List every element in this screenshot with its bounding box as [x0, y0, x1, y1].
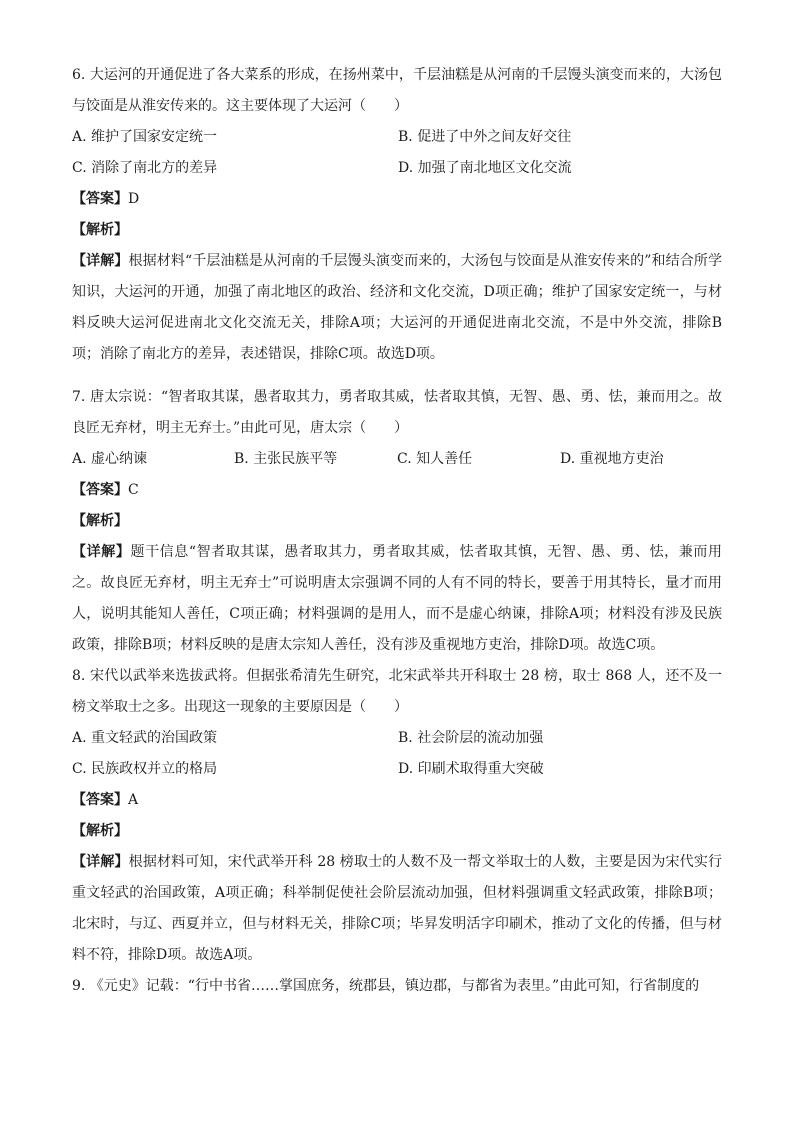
- answer-value: D: [128, 191, 140, 207]
- question-7: [72, 382, 722, 661]
- detail-tag: 【详解】: [72, 253, 129, 269]
- option-d: D. 加强了南北地区文化交流: [398, 160, 572, 176]
- question-stem: 8. 宋代以武举来选拔武将。但据张希清先生研究，北宋武举共开科取士 28 榜，取士 868 人，还不及一榜文举取士之多。出现这一现象的主要原因是（ ）: [72, 668, 722, 715]
- detail-paragraph: [72, 537, 722, 661]
- question-6: [72, 60, 722, 370]
- option-a: A. 虚心纳谏: [72, 451, 148, 467]
- detail-text: 根据材料“千层油糕是从河南的千层馒头演变而来的，大汤包与饺面是从淮安传来的”和结合所学知识，大运河的开通，加强了南北地区的政治、经济和文化交流，D项正确；维护了国家安定统一，与材料反映大运河促进南北文化交流无关，排除A项；大运河的开通促进南北交流，不是中外交流，排除B项；消除了南北方的差异，表述错误，排除C项。故选D项。: [72, 253, 723, 362]
- option-c: C. 知人善任: [397, 451, 473, 467]
- detail-text: 题干信息“智者取其谋，愚者取其力，勇者取其威，怯者取其慎，无智、愚、勇、怯，兼而用之。故良匠无弃材，明主无弃士”可说明唐太宗强调不同的人有不同的特长，要善于用其特长，量才而用人，说明其能知人善任，C项正确；材料强调的是用人，而不是虚心纳谏，排除A项；材料没有涉及民族政策，排除B项；材料反映的是唐太宗知人善任，没有涉及重视地方吏治，排除D项。故选C项。: [72, 544, 723, 653]
- question-stem: 6. 大运河的开通促进了各大菜系的形成，在扬州菜中，千层油糕是从河南的千层馒头演变而来的，大汤包与饺面是从淮安传来的。这主要体现了大运河（ ）: [72, 67, 722, 114]
- options: [72, 122, 722, 184]
- option-d: D. 印刷术取得重大突破: [398, 761, 544, 777]
- question-9: [72, 971, 722, 1002]
- option-a: A. 重文轻武的治国政策: [72, 730, 218, 746]
- answer-value: A: [128, 792, 139, 808]
- option-b: B. 社会阶层的流动加强: [398, 730, 544, 746]
- option-c: C. 消除了南北方的差异: [72, 160, 218, 176]
- option-b: B. 促进了中外之间友好交往: [398, 129, 572, 145]
- options: [72, 444, 722, 475]
- document-page: [72, 60, 722, 1002]
- detail-tag: 【详解】: [72, 854, 129, 870]
- question-8: [72, 661, 722, 971]
- answer-tag: 【答案】: [72, 191, 128, 207]
- question-stem: 7. 唐太宗说：“智者取其谋，愚者取其力，勇者取其威，怯者取其慎，无智、愚、勇、怯，兼而用之。故良匠无弃材，明主无弃士。”由此可见，唐太宗（ ）: [72, 389, 722, 436]
- option-a: A. 维护了国家安定统一: [72, 129, 218, 145]
- answer-tag: 【答案】: [72, 482, 128, 498]
- option-d: D. 重视地方吏治: [560, 451, 664, 467]
- answer-line: [72, 785, 722, 816]
- analysis-tag: 【解析】: [72, 823, 128, 839]
- option-b: B. 主张民族平等: [234, 451, 338, 467]
- answer-line: [72, 475, 722, 506]
- analysis-tag: 【解析】: [72, 513, 128, 529]
- answer-tag: 【答案】: [72, 792, 128, 808]
- detail-paragraph: [72, 246, 722, 370]
- answer-line: [72, 184, 722, 215]
- detail-tag: 【详解】: [72, 544, 131, 560]
- answer-value: C: [128, 482, 139, 498]
- detail-paragraph: [72, 847, 722, 971]
- option-c: C. 民族政权并立的格局: [72, 761, 218, 777]
- analysis-tag: 【解析】: [72, 222, 128, 238]
- question-stem: 9. 《元史》记载：“行中书省……掌国庶务，统郡县，镇边郡，与都省为表里。”由此可知，行省制度的: [72, 978, 700, 994]
- options: [72, 723, 722, 785]
- detail-text: 根据材料可知，宋代武举开科 28 榜取士的人数不及一帮文举取士的人数，主要是因为宋代实行重文轻武的治国政策，A项正确；科举制促使社会阶层流动加强，但材料强调重文轻武政策，排除B项；北宋时，与辽、西夏并立，但与材料无关，排除C项；毕昇发明活字印刷术，推动了文化的传播，但与材料不符，排除D项。故选A项。: [72, 854, 723, 963]
